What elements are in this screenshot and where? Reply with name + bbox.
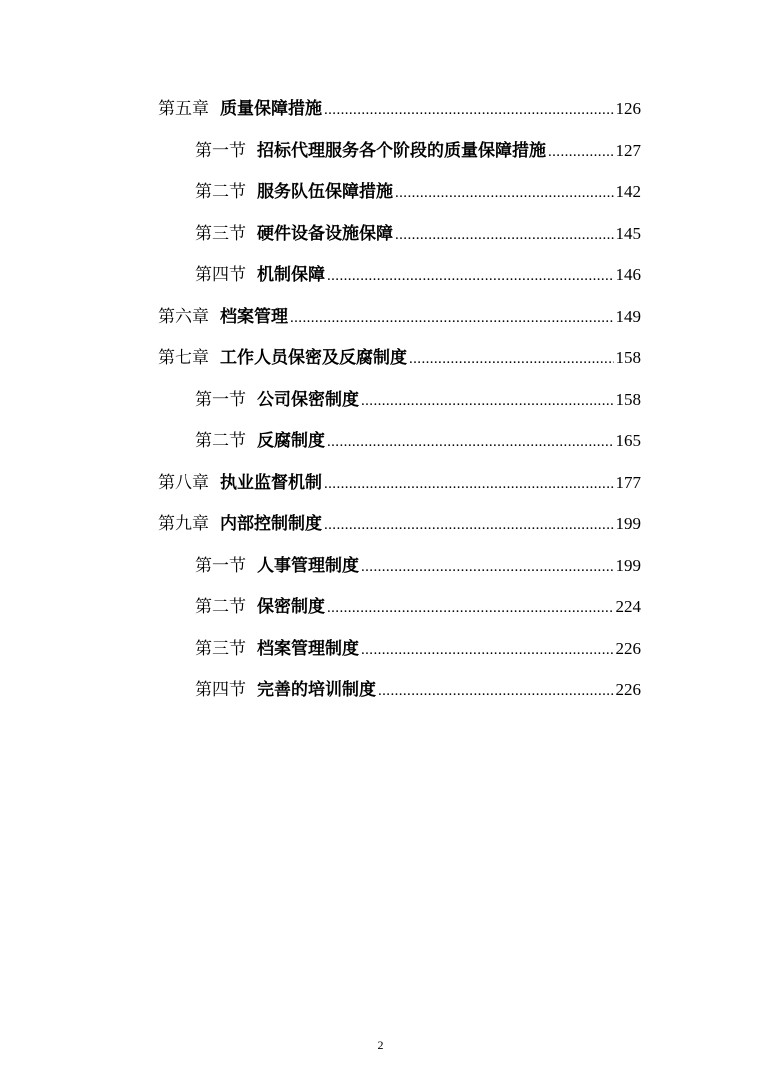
entry-page-number: 142 [615, 182, 641, 201]
entry-page-number: 199 [615, 514, 641, 533]
toc-entry-chapter-5[interactable] [158, 97, 641, 121]
toc-entry-chapter-8[interactable] [158, 471, 641, 495]
entry-page-number: 127 [615, 141, 641, 160]
entry-label: 第二节 [195, 597, 246, 617]
entry-page-number: 165 [615, 431, 641, 450]
toc-entry-section-7-1[interactable] [195, 388, 641, 412]
entry-label: 第一节 [195, 556, 246, 576]
dot-leader [290, 306, 614, 330]
entry-page-number: 149 [615, 307, 641, 326]
entry-page-number: 226 [615, 639, 641, 658]
entry-label: 第五章 [158, 99, 209, 119]
toc-entry-section-9-2[interactable] [195, 595, 641, 619]
entry-page-number: 145 [615, 224, 641, 243]
toc-entry-section-9-1[interactable] [195, 554, 641, 578]
toc-entry-chapter-6[interactable] [158, 305, 641, 329]
entry-label: 第六章 [158, 307, 209, 327]
entry-title: 服务队伍保障措施 [257, 182, 393, 202]
toc-entry-section-5-1[interactable] [195, 139, 641, 163]
dot-leader [327, 264, 614, 288]
dot-leader [324, 513, 614, 537]
dot-leader [327, 430, 614, 454]
entry-title: 档案管理制度 [257, 639, 359, 659]
entry-page-number: 226 [615, 680, 641, 699]
entry-label: 第四节 [195, 265, 246, 285]
entry-label: 第三节 [195, 224, 246, 244]
toc-entry-chapter-7[interactable] [158, 346, 641, 370]
dot-leader [324, 472, 614, 496]
entry-title: 公司保密制度 [257, 390, 359, 410]
footer-page-number: 2 [377, 1038, 384, 1052]
dot-leader [361, 555, 614, 579]
entry-page-number: 177 [615, 473, 641, 492]
dot-leader [395, 181, 614, 205]
toc-entry-section-9-4[interactable] [195, 678, 641, 702]
entry-title: 招标代理服务各个阶段的质量保障措施 [257, 141, 546, 161]
dot-leader [361, 389, 614, 413]
entry-page-number: 158 [615, 390, 641, 409]
toc-entry-section-9-3[interactable] [195, 637, 641, 661]
dot-leader [548, 140, 614, 164]
dot-leader [327, 596, 614, 620]
toc-entry-chapter-9[interactable] [158, 512, 641, 536]
entry-title: 执业监督机制 [220, 473, 322, 493]
entry-title: 完善的培训制度 [257, 680, 376, 700]
entry-title: 内部控制制度 [220, 514, 322, 534]
entry-title: 档案管理 [220, 307, 288, 327]
entry-title: 质量保障措施 [220, 99, 322, 119]
toc-entry-section-5-4[interactable] [195, 263, 641, 287]
entry-label: 第二节 [195, 182, 246, 202]
entry-label: 第八章 [158, 473, 209, 493]
dot-leader [324, 98, 614, 122]
entry-title: 工作人员保密及反腐制度 [220, 348, 407, 368]
toc-entry-section-5-2[interactable] [195, 180, 641, 204]
dot-leader [409, 347, 614, 371]
dot-leader [378, 679, 614, 703]
entry-label: 第七章 [158, 348, 209, 368]
toc-entry-section-7-2[interactable] [195, 429, 641, 453]
entry-label: 第四节 [195, 680, 246, 700]
entry-title: 保密制度 [257, 597, 325, 617]
toc-entry-section-5-3[interactable] [195, 222, 641, 246]
entry-page-number: 158 [615, 348, 641, 367]
entry-page-number: 199 [615, 556, 641, 575]
entry-title: 反腐制度 [257, 431, 325, 451]
entry-title: 人事管理制度 [257, 556, 359, 576]
entry-title: 机制保障 [257, 265, 325, 285]
entry-page-number: 146 [615, 265, 641, 284]
dot-leader [361, 638, 614, 662]
entry-label: 第二节 [195, 431, 246, 451]
entry-label: 第一节 [195, 390, 246, 410]
entry-label: 第一节 [195, 141, 246, 161]
entry-label: 第九章 [158, 514, 209, 534]
entry-page-number: 224 [615, 597, 641, 616]
entry-label: 第三节 [195, 639, 246, 659]
dot-leader [395, 223, 614, 247]
entry-page-number: 126 [615, 99, 641, 118]
entry-title: 硬件设备设施保障 [257, 224, 393, 244]
